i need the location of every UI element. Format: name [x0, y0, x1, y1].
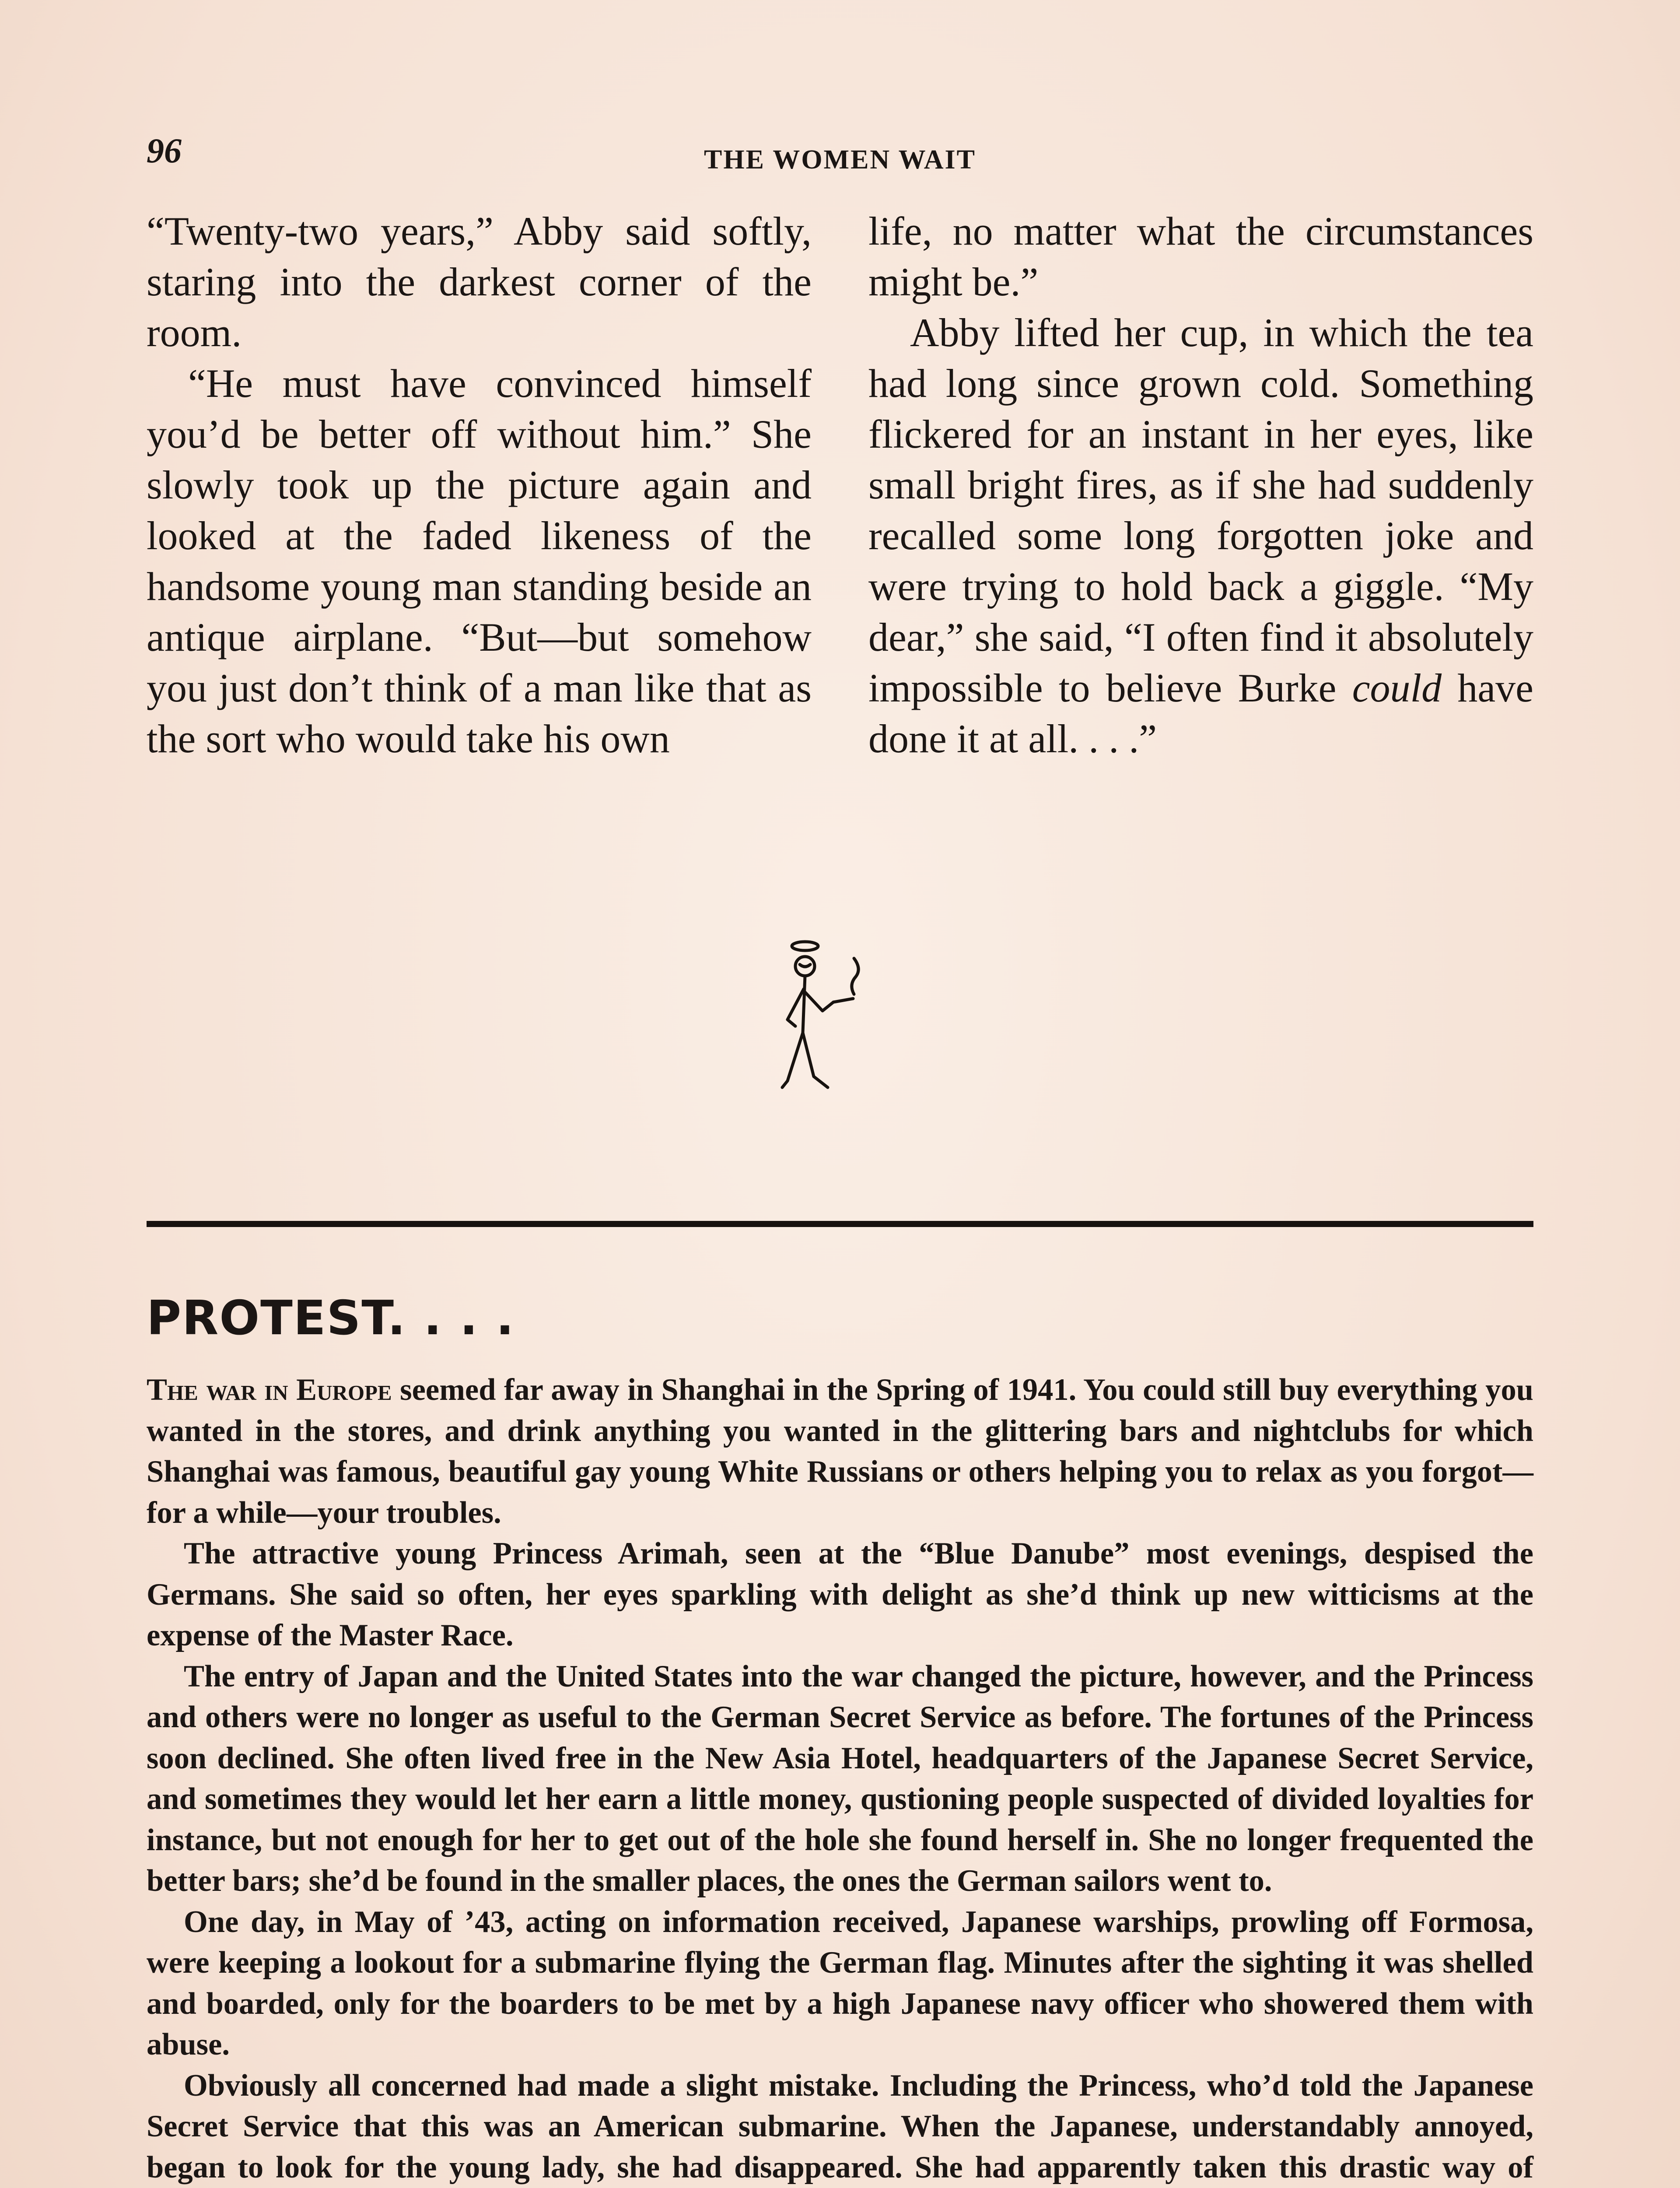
story-right-column	[868, 206, 1533, 827]
section-paragraph: The entry of Japan and the United States into the war changed the picture, however, and the Princess and others were no longer as useful to the German Secret Service as before. The fortunes of the Princess soon declined. She often lived free in the New Asia Hotel, headquarters of the Japanese Secret Service, and sometimes they would let her earn a little money, qustioning people suspected of divided loyalties for instance, but not enough for her to get out of the hole she found herself in. She no longer frequented the better bars; she’d be found in the smaller places, the ones the German sailors went to.	[147, 1659, 1533, 1898]
story-italic-text: could	[1352, 666, 1442, 710]
section-lead-in: The war in Europe	[147, 1373, 392, 1407]
section-divider	[147, 1221, 1533, 1227]
story-text: Abby lifted her cup, in which the tea had long since grown cold. Something flickered for an instant in her eyes, like small bright fires, as if she had suddenly recalled some long forgotten joke and were trying to hold back a giggle. “My dear,” she said, “I often find it absolutely impossible to believe Burke	[868, 310, 1533, 710]
story-paragraph: “He must have convinced himself you’d be better off without him.” She slowly took up the picture again and looked at the faded likeness of the handsome young man standing beside an antique airplane. “But—but somehow you just don’t think of a man like that as the sort who would take his own	[147, 361, 812, 761]
section-body	[147, 1370, 1533, 2188]
page-number: 96	[147, 132, 182, 170]
story-paragraph: “Twenty-two years,” Abby said softly, staring into the darkest corner of the room.	[147, 209, 812, 355]
story-paragraph: life, no matter what the circumstances might be.”	[868, 209, 1533, 304]
story-columns	[147, 206, 1533, 827]
section-paragraph: The attractive young Princess Arimah, seen at the “Blue Danube” most evenings, despised the Germans. She said so often, her eyes sparkling with delight as she’d think up new witticisms at the expense of the Master Race.	[147, 1536, 1533, 1652]
story-paragraph	[868, 307, 1533, 764]
section-text: seemed far away in Shanghai in the Spring of 1941. You could still buy everything you wanted in the stores, and drink anything you wanted in the glittering bars and nightclubs for which Shanghai was famous, beautiful gay young White Russians or others helping you to relax as you forgot—for a while—your troubles.	[147, 1373, 1533, 1530]
section-paragraph: Obviously all concerned had made a slight mistake. Including the Princess, who’d told the Japanese Secret Service that this was an American submarine. When the Japanese, understandably annoyed, began to look for the young lady, she had disappeared. She had apparently taken this drastic way of	[147, 2068, 1533, 2184]
story-text: have done it at all. . . .”	[868, 666, 1534, 761]
section-paragraph: One day, in May of ’43, acting on information received, Japanese warships, prowling off Formosa, were keeping a lookout for a submarine flying the German flag. Minutes after the sighting it was shelled and boarded, only for the boarders to be met by a high Japanese navy officer who showered them with abuse.	[147, 1904, 1533, 2062]
haloed-stick-figure-with-cigarette-icon	[779, 936, 875, 1112]
running-title: THE WOMEN WAIT	[704, 145, 976, 175]
story-left-column	[147, 206, 812, 827]
section-paragraph	[147, 1370, 1533, 1533]
section-title: PROTEST. . . .	[147, 1291, 515, 1346]
page-header	[147, 131, 1533, 184]
